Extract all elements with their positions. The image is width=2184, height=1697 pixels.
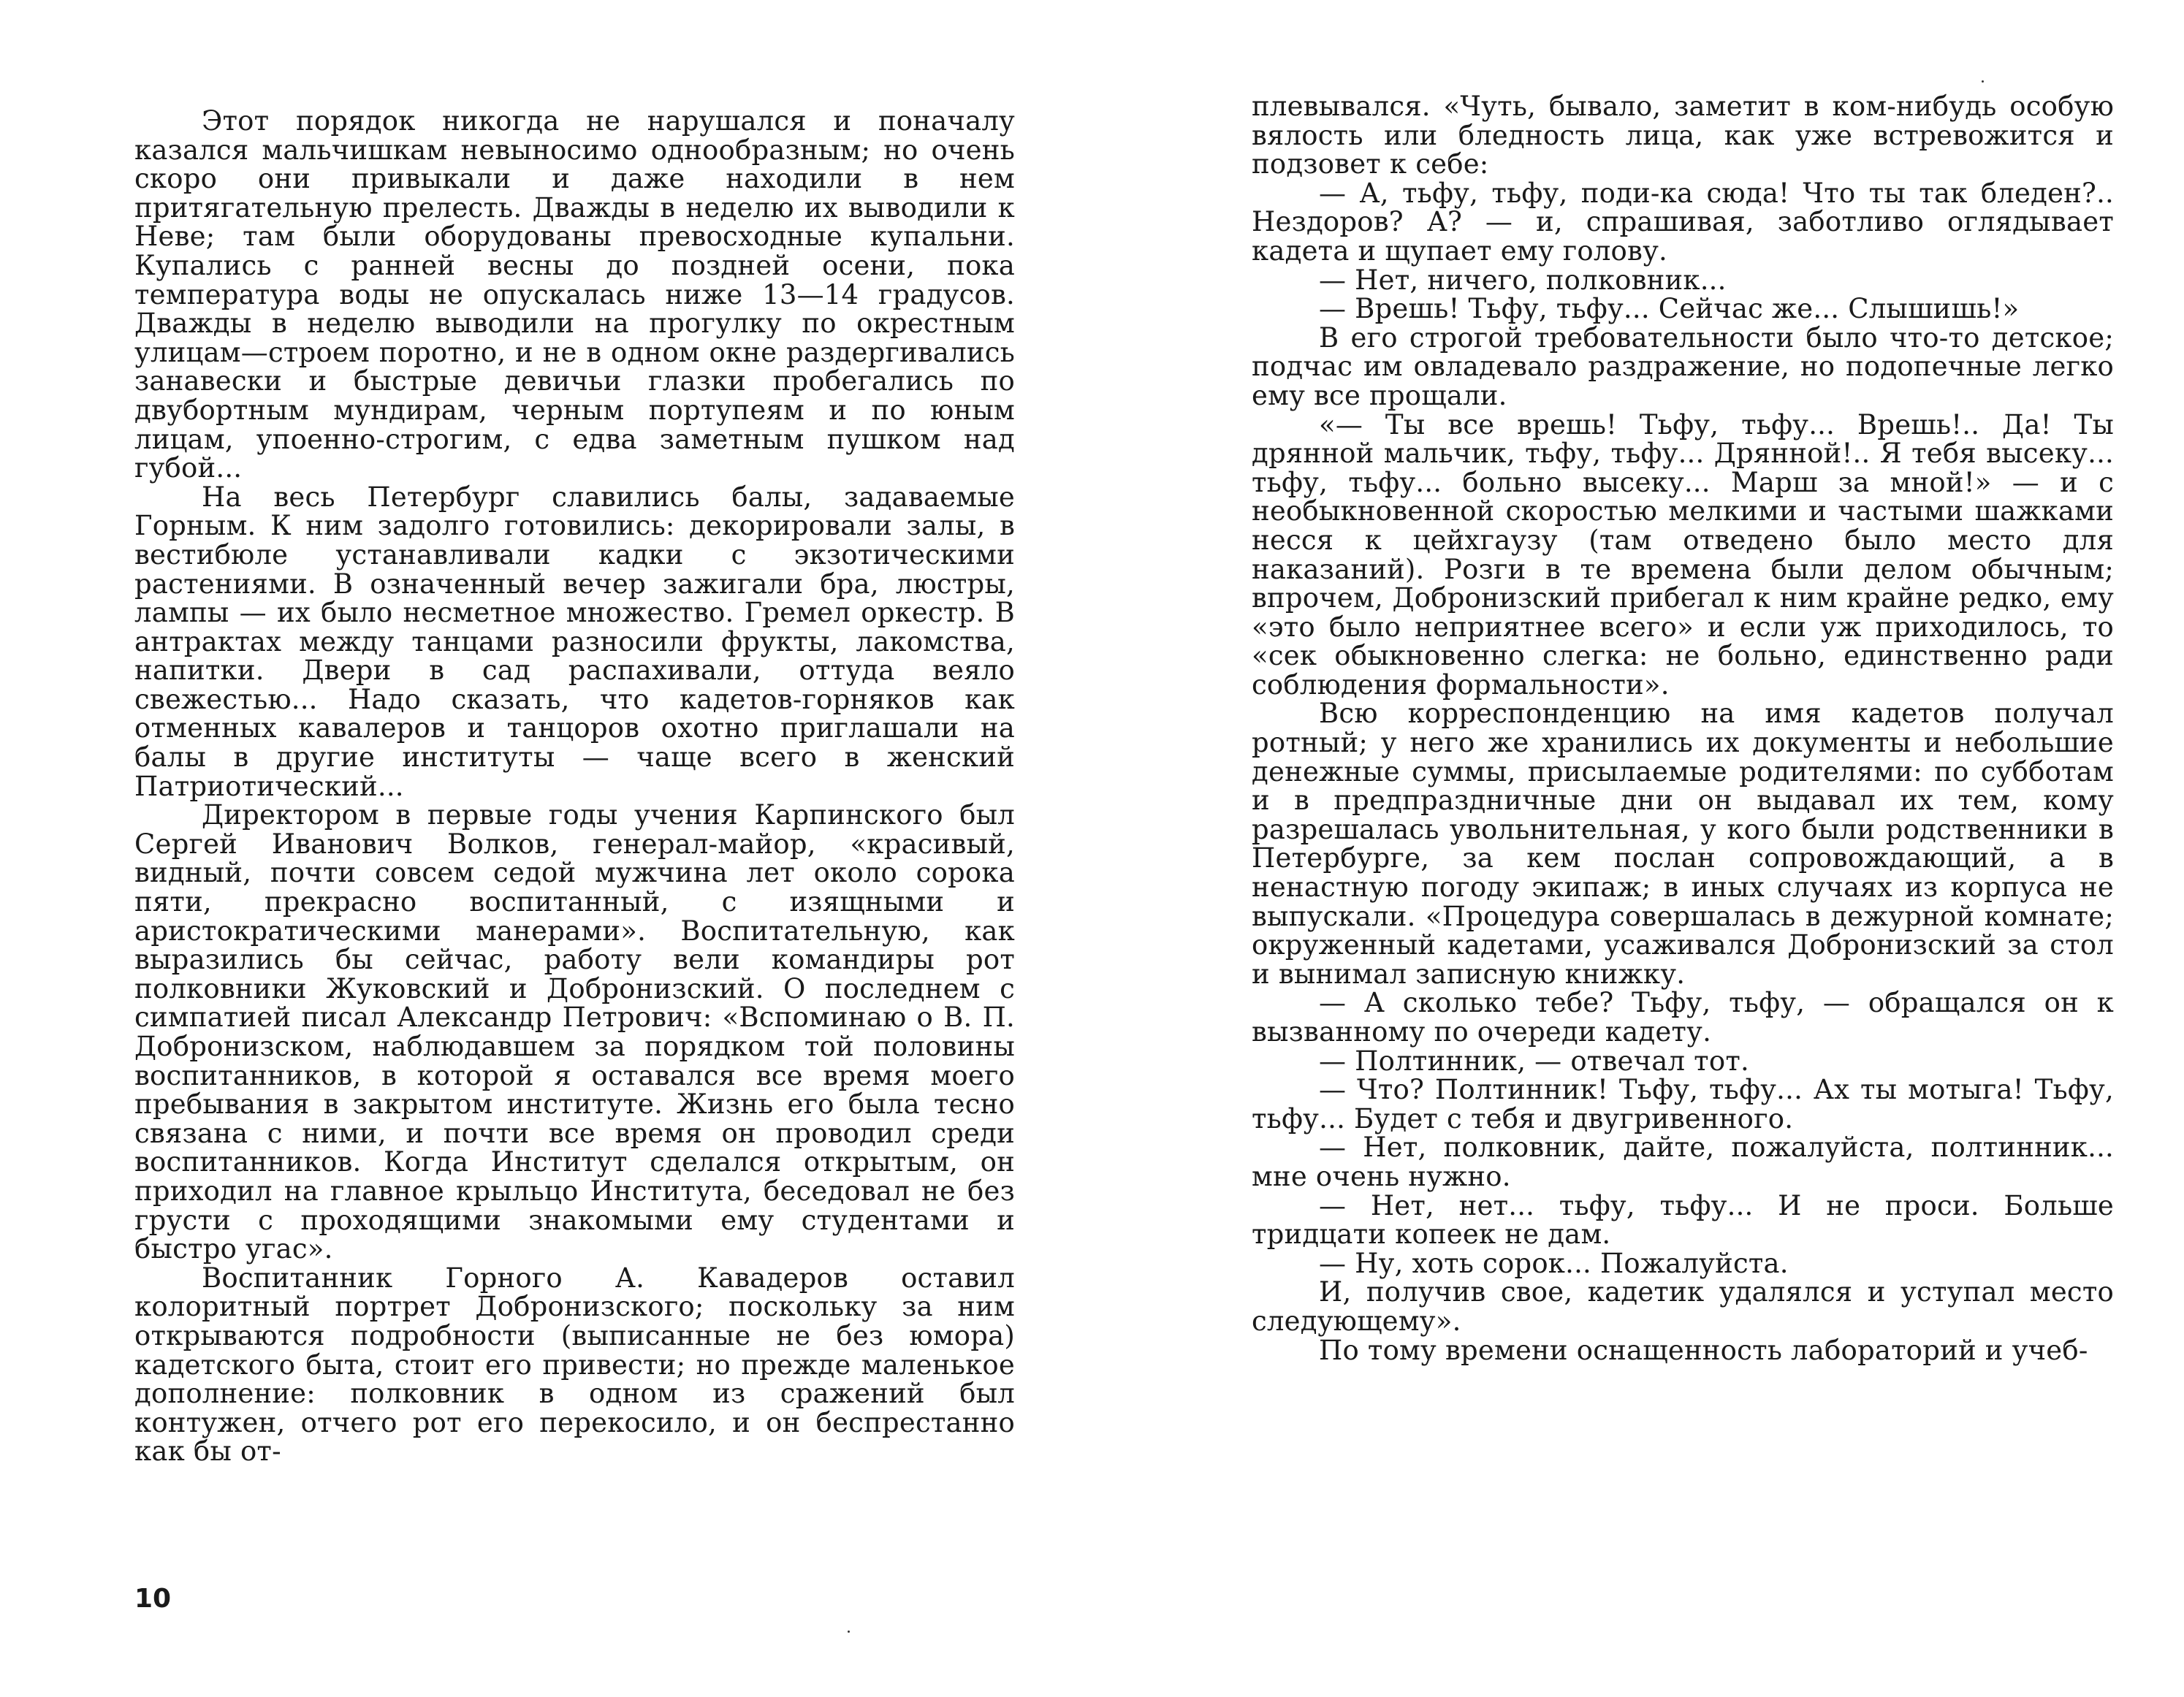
paragraph: — Врешь! Тьфу, тьфу... Сейчас же... Слышишь!» [1319,293,2020,325]
page-number: 10 [134,1584,172,1614]
paragraph: — Нет, полковник, дайте, пожалуйста, полтинник... мне очень нужно. [1252,1132,2114,1192]
paragraph: «— Ты все врешь! Тьфу, тьфу... Врешь!.. Да! Ты дрянной мальчик, тьфу, тьфу... Дрянной!.. Я тебя высеку... тьфу, тьфу... больно высеку... Марш за мной!» — и с необыкновенной скоростью мелкими и частыми шажками несся к цейхгаузу (там отведено было место для наказаний). Розги в те времена были делом обычным; впрочем, Добронизский прибегал к ним крайне редко, ему «это было неприятнее всего» и если уж приходилось, то «сек обыкновенно слегка: не больно, единственно ради соблюдения формальности». [1252,408,2114,701]
paragraph: В его строгой требовательности было что-то детское; подчас им овладевало раздражение, но подопечные легко ему все прощали. [1252,321,2114,411]
paragraph: Директором в первые годы учения Карпинского был Сергей Иванович Волков, генерал-майор, «красивый, видный, почти совсем седой мужчина лет около сорока пяти, прекрасно воспитанный, с изящными и аристократическими манерами». Воспитательную, как выразились бы сейчас, работу вели командиры рот полковники Жуковский и Добронизский. О последнем с симпатией писал Александр Петрович: «Вспоминаю о В. П. Добронизском, наблюдавшем за порядком той половины воспитанников, в которой я оставался все время моего пребывания в закрытом институте. Жизнь его была тесно связана с ними, и почти все время он проводил среди воспитанников. Когда Институт сделался открытым, он приходил на главное крыльцо Института, беседовал не без грусти с проходящими знакомыми ему студентами и быстро угас». [134,799,1015,1265]
paragraph: — Нет, ничего, полковник... [1319,264,1727,296]
paragraph: — Нет, нет... тьфу, тьфу... И не проси. Больше тридцати копеек не дам. [1252,1189,2114,1251]
right-page-text [1252,92,2114,1365]
paragraph: плевывался. «Чуть, бывало, заметит в ком-нибудь особую вялость или бледность лица, как уже встревожится и подзовет к себе: [1252,91,2114,180]
paragraph: — А сколько тебе? Тьфу, тьфу, — обращался он к вызванному по очереди кадету. [1252,987,2114,1048]
paragraph: Всю корреспонденцию на имя кадетов получал ротный; у него же хранились их документы и небольшие денежные суммы, присылаемые родителями: по субботам и в предпраздничные дни он выдавал их тем, кому разрешалась увольнительная, у кого были родственники в Петербурге, за кем послан сопровождающий, а в ненастную погоду экипаж; в иных случаях из корпуса не выпускали. «Процедура совершалась в дежурной комнате; окруженный кадетами, усаживался Добронизский за стол и вынимал записную книжку. [1252,698,2114,990]
paragraph: Воспитанник Горного А. Кавадеров оставил колоритный портрет Добронизского; поскольку за ним открываются подробности (выписанные не без юмора) кадетского быта, стоит его привести; но прежде маленькое дополнение: полковник в одном из сражений был контужен, отчего рот его перекосило, и он беспрестанно как бы от- [134,1262,1015,1468]
paragraph: — Ну, хоть сорок... Пожалуйста. [1319,1247,1789,1279]
scan-speck [848,1631,850,1633]
scan-speck [1982,80,1984,83]
paragraph: — Что? Полтинник! Тьфу, тьфу... Ах ты мотыга! Тьфу, тьфу... Будет с тебя и двугривенного. [1252,1074,2114,1134]
paragraph: По тому времени оснащенность лабораторий и учеб- [1319,1334,2088,1366]
paragraph: — Полтинник, — отвечал тот. [1319,1045,1749,1077]
paragraph: — А, тьфу, тьфу, поди-ка сюда! Что ты так бледен?.. Нездоров? А? — и, спрашивая, заботливо оглядывает кадета и щупает ему голову. [1252,177,2114,267]
paragraph: Этот порядок никогда не нарушался и поначалу казался мальчишкам невыносимо однообразным; но очень скоро они привыкали и даже находили в нем притягательную прелесть. Дважды в неделю их выводили к Неве; там были оборудованы превосходные купальни. Купались с ранней весны до поздней осени, пока температура воды не опускалась ниже 13—14 градусов. Дважды в неделю выводили на прогулку по окрестным улицам—строем поротно, и не в одном окне раздергивались занавески и быстрые девичьи глазки пробегались по двубортным мундирам, черным портупеям и по юным лицам, упоенно-строгим, с едва заметным пушком над губой... [134,105,1015,484]
left-page-text [134,107,1015,1466]
paragraph: На весь Петербург славились балы, задаваемые Горным. К ним задолго готовились: декорировали залы, в вестибюле устанавливали кадки с экзотическими растениями. В означенный вечер зажигали бра, люстры, лампы — их было несметное множество. Гремел оркестр. В антрактах между танцами разносили фрукты, лакомства, напитки. Двери в сад распахивали, оттуда веяло свежестью... Надо сказать, что кадетов-горняков как отменных кавалеров и танцоров охотно приглашали на балы в другие институты — чаще всего в женский Патриотический... [134,481,1015,802]
paragraph: И, получив свое, кадетик удалялся и уступал место следующему». [1252,1276,2114,1337]
